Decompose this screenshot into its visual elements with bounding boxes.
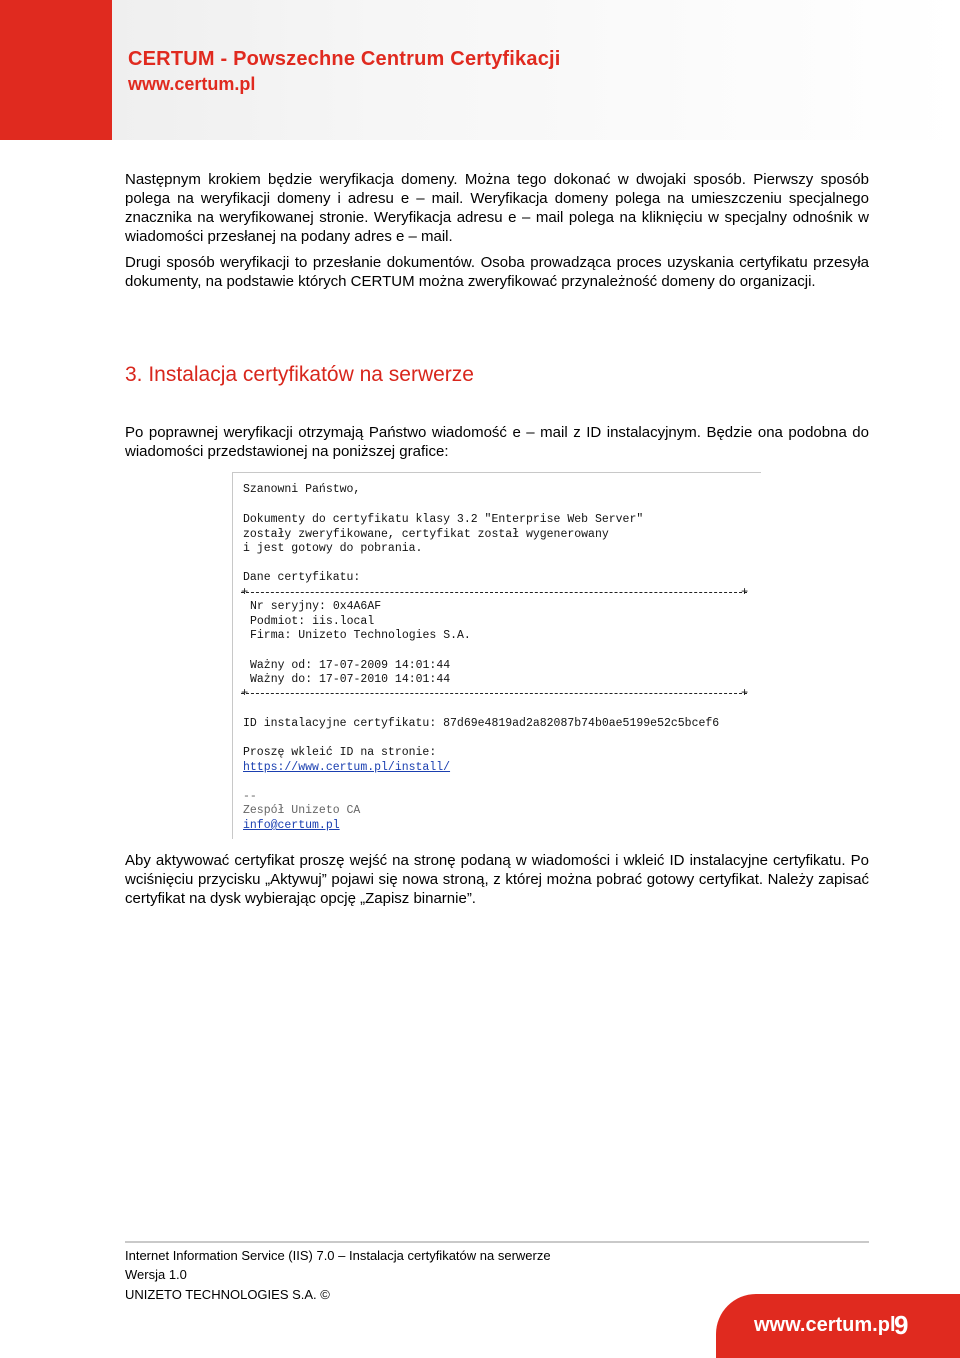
footer-divider — [125, 1241, 869, 1243]
email-line-3: i jest gotowy do pobrania. — [243, 542, 423, 555]
footer-badge-url: www.certum.pl — [754, 1314, 896, 1336]
footer-version: Wersja 1.0 — [125, 1267, 187, 1282]
footer-company: UNIZETO TECHNOLOGIES S.A. © — [125, 1287, 330, 1302]
email-greeting: Szanowni Państwo, — [243, 483, 361, 496]
paragraph-email-intro: Po poprawnej weryfikacji otrzymają Państwo wiadomość e – mail z ID instalacyjnym. Będzie ona podobna do wiadomości przedstawionej na poniższej grafice: — [125, 424, 869, 460]
footer-badge — [716, 1294, 960, 1358]
section-heading: 3. Instalacja certyfikatów na serwerze — [125, 363, 474, 386]
email-install-id: ID instalacyjne certyfikatu: 87d69e4819ad2a82087b74b0ae5199e52c5bcef6 — [243, 717, 720, 730]
box-border-top — [241, 592, 747, 593]
box-corner-top-left: + — [241, 585, 249, 599]
box-border-bottom — [241, 693, 747, 694]
email-signature-address[interactable]: info@certum.pl — [243, 819, 340, 832]
paragraph-document-verification: Drugi sposób weryfikacji to przesłanie dokumentów. Osoba prowadząca proces uzyskania certyfikatu przesyła dokumenty, na podstawie których CERTUM można zweryfikować przynależność domeny do organizacji. — [125, 254, 869, 290]
paragraph-activation: Aby aktywować certyfikat proszę wejść na stronę podaną w wiadomości i wkleić ID instalacyjne certyfikatu. Po wciśnięciu przycisku „Aktywuj” pojawi się nowa stroną, z której można pobrać gotowy certyfikat. Należy zapisać certyfikat na dysk wybierając opcję „Zapisz binarnie”. — [125, 852, 869, 907]
email-paste-prompt: Proszę wkleić ID na stronie: — [243, 746, 437, 759]
email-line-2: zostały zweryfikowane, certyfikat został wygenerowany — [243, 528, 609, 541]
footer-doc-title: Internet Information Service (IIS) 7.0 – Instalacja certyfikatów na serwerze — [125, 1248, 551, 1263]
email-company: Firma: Unizeto Technologies S.A. — [250, 629, 471, 642]
page-header — [0, 0, 960, 140]
box-corner-bottom-left: + — [241, 686, 249, 700]
email-install-link[interactable]: https://www.certum.pl/install/ — [243, 761, 451, 774]
header-title: CERTUM - Powszechne Centrum Certyfikacji — [128, 48, 561, 70]
email-signature-separator: -- — [243, 790, 257, 803]
email-subject: Podmiot: iis.local — [250, 615, 375, 628]
email-screenshot — [232, 472, 761, 839]
email-line-1: Dokumenty do certyfikatu klasy 3.2 "Enterprise Web Server" — [243, 513, 644, 526]
email-serial: Nr seryjny: 0x4A6AF — [250, 600, 382, 613]
header-url: www.certum.pl — [128, 74, 256, 94]
header-red-bar — [0, 0, 112, 140]
page-number: 9 — [894, 1310, 909, 1340]
email-cert-header: Dane certyfikatu: — [243, 571, 361, 584]
paragraph-domain-verification: Następnym krokiem będzie weryfikacja domeny. Można tego dokonać w dwojaki sposób. Pierwszy sposób polega na weryfikacji domeny i adresu e – mail. Weryfikacja domeny polega na umieszczeniu specjalnego znacznika na weryfikowanej stronie. Weryfikacja adresu e – mail polega na kliknięciu w specjalny odnośnik w wiadomości przesłanej na podany adres e – mail. — [125, 171, 869, 245]
email-valid-from: Ważny od: 17-07-2009 14:01:44 — [250, 659, 451, 672]
email-valid-to: Ważny do: 17-07-2010 14:01:44 — [250, 673, 451, 686]
email-signature-team: Zespół Unizeto CA — [243, 804, 361, 817]
box-corner-top-right: + — [741, 585, 749, 599]
box-corner-bottom-right: + — [741, 686, 749, 700]
